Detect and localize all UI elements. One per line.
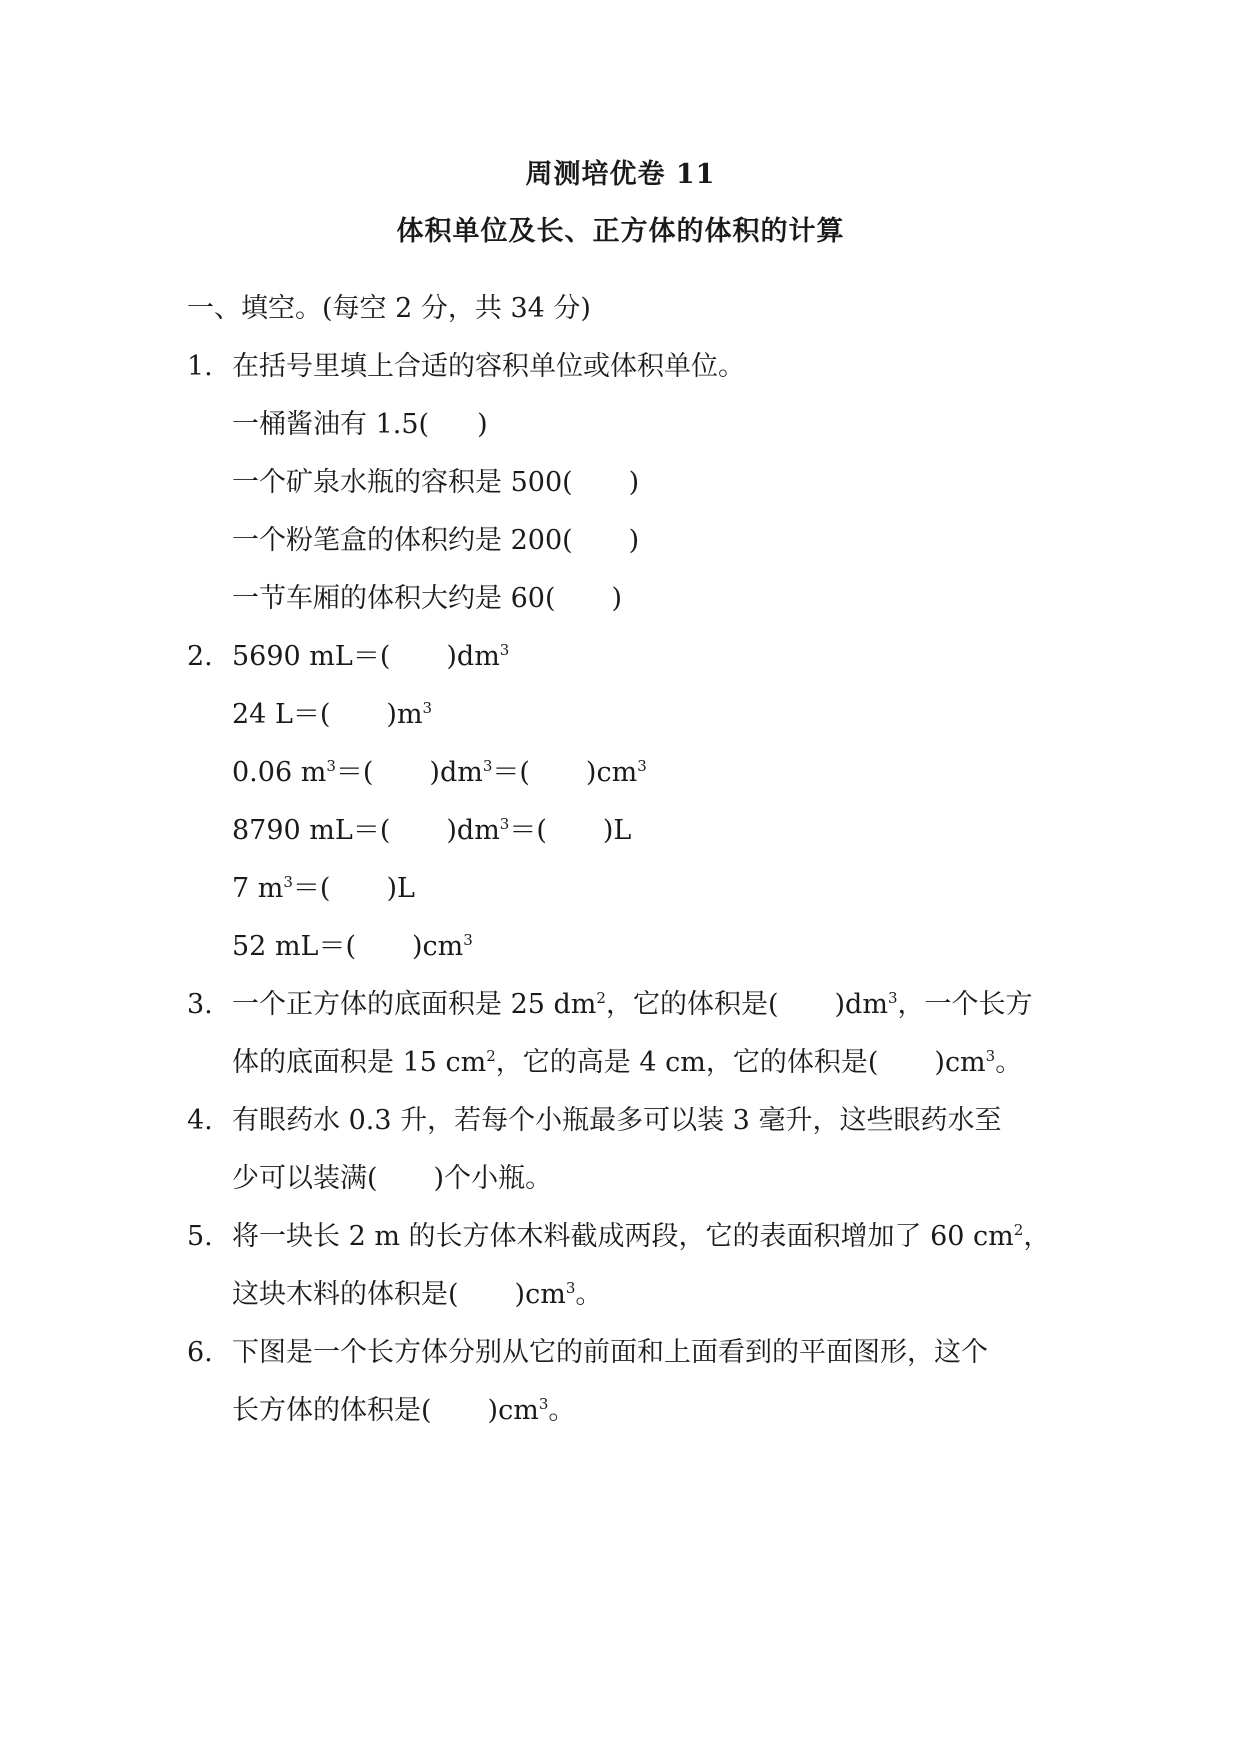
q2-item-c [232,756,647,790]
unit-text: )dm [429,757,483,788]
exponent: 3 [538,1395,549,1413]
q2-item-b [232,698,432,732]
exponent: 2 [1013,1221,1024,1239]
item-text: 将一块长 2 m 的长方体木料截成两段，它的表面积增加了 60 cm [232,1221,1014,1252]
item-text: 5690 mL＝( [232,641,391,672]
q2-item-d [232,814,631,848]
exponent: 3 [565,1279,576,1297]
item-text: 52 mL＝( [232,931,357,962]
q1-item-d: 一节车厢的体积大约是 60( ) [232,583,623,614]
question-4 [187,1104,1001,1138]
item-text: ，它的高是 4 cm，它的体积是( [495,1047,879,1078]
question-number: 1. [187,351,213,382]
item-text: 一个正方体的底面积是 25 dm [232,989,597,1020]
exponent: 3 [499,641,510,659]
item-text: ＝( [292,873,331,904]
question-number: 5. [187,1221,213,1252]
question-6 [187,1336,988,1370]
question-5-cont [232,1278,602,1312]
item-text: 体的底面积是 15 cm [232,1047,487,1078]
q1-item-b: 一个矿泉水瓶的容积是 500( ) [232,467,640,498]
unit-text: )cm [934,1047,986,1078]
question-number: 2. [187,641,213,672]
unit-text: )dm [446,641,500,672]
exponent: 2 [486,1047,496,1065]
unit-text: )L [602,815,632,846]
item-text: 少可以装满( [232,1163,378,1194]
question-3 [187,988,1032,1022]
exponent: 3 [499,815,510,833]
exponent: 3 [887,989,898,1007]
question-number: 6. [187,1337,213,1368]
exponent: 3 [637,757,647,775]
item-text: ＝( [509,815,547,846]
item-text: ， [1023,1221,1051,1252]
item-text: ，一个长方 [897,989,1033,1020]
item-text: ＝( [492,757,530,788]
question-number: 3. [187,989,213,1020]
item-text: 7 m [232,873,284,904]
question-1 [187,350,745,384]
question-number: 4. [187,1105,213,1136]
item-text: 这块木料的体积是( [232,1279,459,1310]
item-text: 8790 mL＝( [232,815,391,846]
q1-item-a: 一桶酱油有 1.5( ) [232,409,488,440]
question-4-cont [232,1162,552,1196]
item-text: 。 [548,1395,576,1426]
q2-item-e [232,872,415,906]
unit-text: )L [386,873,415,904]
question-5 [187,1220,1050,1254]
unit-text: )m [386,699,423,730]
item-text: 。 [995,1047,1023,1078]
item-text: 24 L＝( [232,699,331,730]
item-text: 长方体的体积是( [232,1395,432,1426]
item-text: 有眼药水 0.3 升，若每个小瓶最多可以装 3 毫升，这些眼药水至 [232,1105,1002,1136]
item-text: 一节车厢的体积大约是 60( [232,583,556,614]
page-title: 周测培优卷 11 [525,159,716,190]
unit-text: )cm [514,1279,566,1310]
item-text: 0.06 m [232,757,327,788]
section-heading: 一、填空。(每空 2 分，共 34 分) [187,293,591,324]
exponent: 3 [422,699,433,717]
exponent: 3 [463,931,473,949]
page-subtitle: 体积单位及长、正方体的体积的计算 [396,216,845,247]
exponent: 3 [482,757,493,775]
unit-text: )cm [412,931,464,962]
item-text: ＝( [335,757,374,788]
item-text: )个小瓶。 [433,1163,553,1194]
item-text: 下图是一个长方体分别从它的前面和上面看到的平面图形，这个 [232,1337,988,1368]
exponent: 3 [985,1047,996,1065]
question-2 [187,640,509,674]
unit-text: )dm [446,815,500,846]
unit-text: )cm [585,757,638,788]
exponent: 2 [596,989,606,1007]
unit-text: )cm [487,1395,539,1426]
question-6-cont [232,1394,575,1428]
exponent: 3 [283,873,293,891]
q1-item-c: 一个粉笔盒的体积约是 200( ) [232,525,640,556]
item-text: ，它的体积是( [605,989,779,1020]
q2-item-f [232,930,473,964]
item-text: 一桶酱油有 1.5( [232,409,430,440]
question-stem: 在括号里填上合适的容积单位或体积单位。 [232,351,745,382]
unit-text: )dm [834,989,888,1020]
item-text: 一个粉笔盒的体积约是 200( [232,525,573,556]
question-3-cont [232,1046,1022,1080]
item-text: 一个矿泉水瓶的容积是 500( [232,467,573,498]
exponent: 3 [326,757,336,775]
item-text: 。 [575,1279,603,1310]
